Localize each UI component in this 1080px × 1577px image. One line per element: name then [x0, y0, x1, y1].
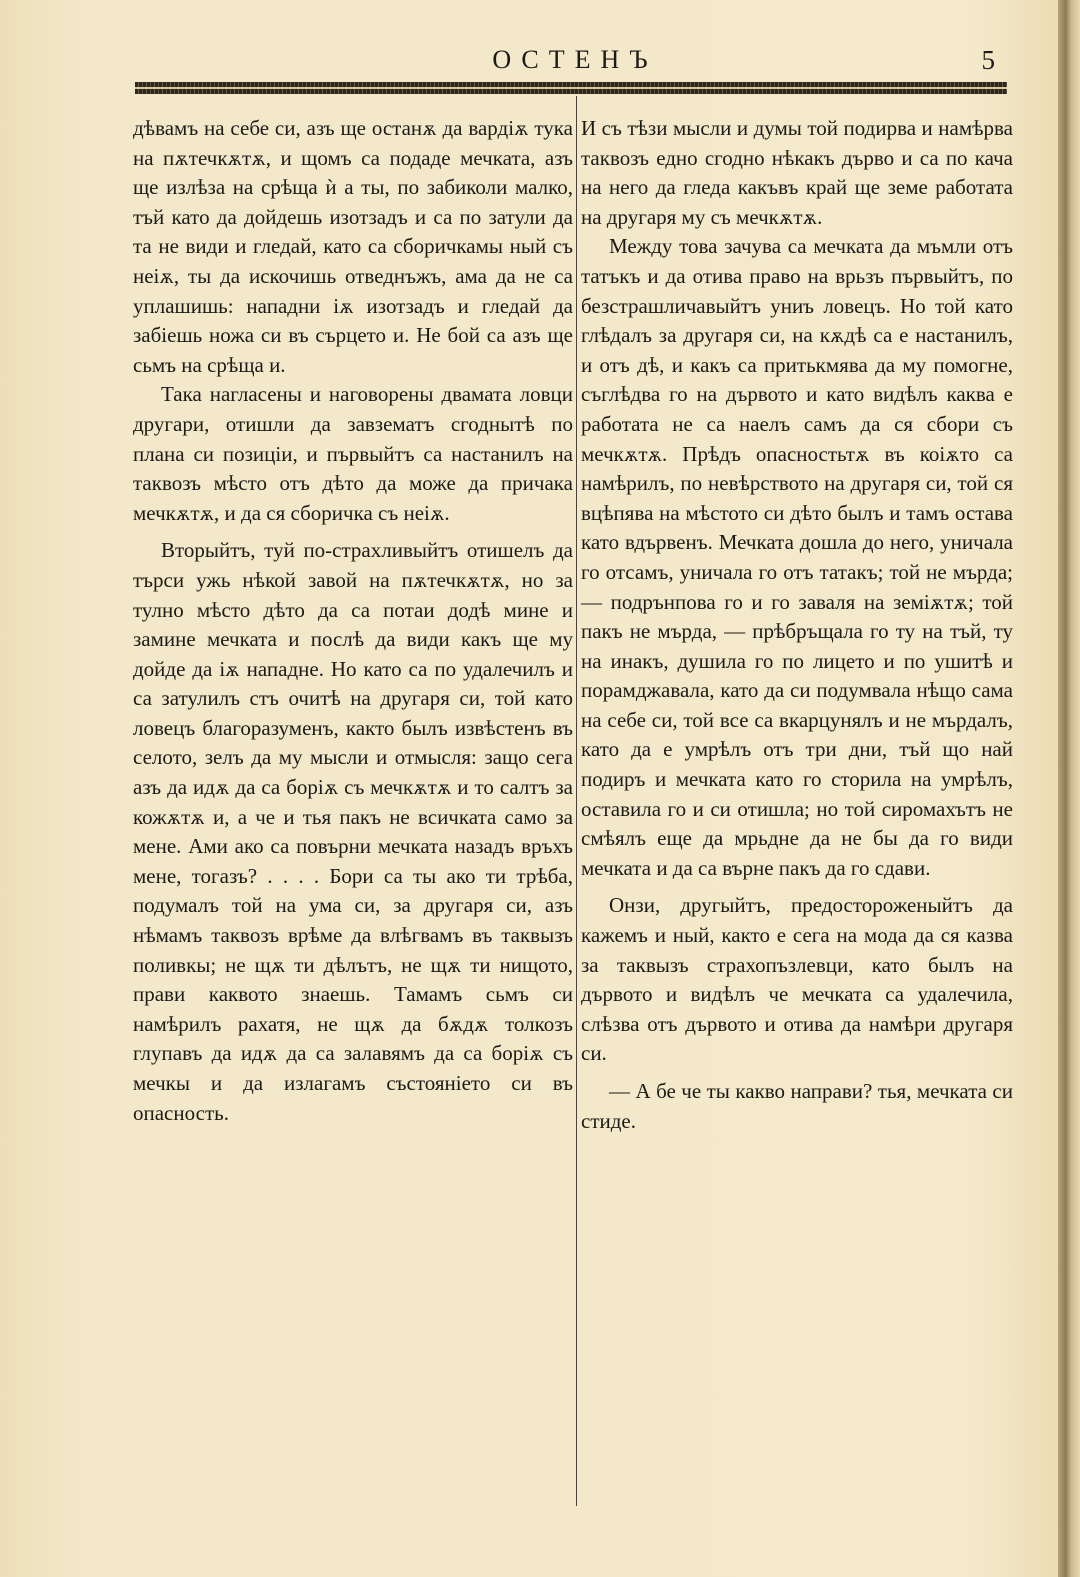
- page-number: 5: [981, 45, 995, 75]
- paragraph: Вторыйтъ, туй по-страхливыйтъ отишелъ да търси ужь нѣкой завой на пѫтечкѫтѫ, но за тулно мѣсто дѣто да са потаи додѣ мине и замине мечката и послѣ да види какъ ще му дойде да іѫ нападне. Но като са по удалечилъ и са затулилъ стъ очитѣ на другаря си, той като ловецъ благоразуменъ, както былъ извѣстенъ въ селото, зелъ да му мысли и отмысля: защо сега азъ да идѫ да са боріѫ съ мечкѫтѫ и то салтъ за кожѫтѫ и, а че и тья пакъ не всичката само за мене. Ами ако са повърни мечката назадъ връхъ мене, тогазъ? . . . . Бори са ты ако ти трѣба, подумалъ той на ума си, за другаря си, азъ нѣмамъ таквозъ врѣме да влѣгвамъ въ таквызъ поливкы; не щѫ ти дѣлътъ, не щѫ ти нищото, прави каквото знаешь. Тамамъ сьмъ си намѣрилъ рахатя, не щѫ да бѫдѫ толкозъ глупавъ да идѫ да са залавямъ да са боріѫ съ мечкы и да излагамъ състояніето си въ опасность.: [133, 538, 573, 1125]
- page-header: [135, 44, 1015, 84]
- masthead-title: ОСТЕНЪ: [492, 45, 658, 74]
- header-rule: [135, 82, 1007, 94]
- paragraph: дѣвамъ на себе си, азъ ще останѫ да вардіѫ тука на пѫтечкѫтѫ, и щомъ са подаде мечката, азъ ще излѣза на срѣща ѝ а ты, по забиколи малко, тъй като да дойдешь изотзадъ и са по затули да та не види и гледай, като са сборичкамы ный съ неіѫ, ты да искочишь отведнъжъ, ама да не са уплашишь: нападни іѫ изотзадъ и гледай да забіешь ножа си въ сърцето и. Не бой са азъ ще сьмъ на срѣща и.: [133, 116, 573, 377]
- page-spine: [1058, 0, 1080, 1577]
- paragraph: Онзи, другыйтъ, предостороженыйтъ да кажемъ и ный, както е сега на мода да ся казва за таквызъ страхопъзлевци, като былъ на дървото и видѣлъ че мечката са удалечила, слѣзва отъ дървото и отива да намѣри другаря си.: [581, 893, 1013, 1066]
- column-divider: [576, 96, 577, 1506]
- paragraph: — А бе че ты какво направи? тья, мечката си стиде.: [581, 1079, 1013, 1133]
- right-column: [581, 114, 1013, 1136]
- paragraph: Между това зачува са мечката да мъмли отъ татъкъ и да отива право на врьзъ първыйтъ, по безстрашличавыйтъ униъ ловецъ. Но той като глѣдалъ за другаря си, на кѫдѣ са е настанилъ, и отъ дѣ, и какъ са притькмява да му помогне, съглѣдва го на дървото и като видѣлъ каква е работата не са наелъ самъ да ся сбори съ мечкѫтѫ. Прѣдъ опасностьтѫ въ коіѫто са намѣрилъ, по невѣрството на другаря си, той ся вцѣпява на мѣстото си дѣто былъ и тамъ остава като вдървенъ. Мечката дошла до него, уничала го отсамъ, уничала го отъ татакъ; той не мърда; — подрънпова го и го заваля на земіѫтѫ; той пакъ не мърда, — прѣбръщала го ту на тъй, ту на инакъ, душила го по лицето и по ушитѣ и порамджавала, като да си подумвала нѣщо сама на себе си, той все са вкарцунялъ и не мърдалъ, като да е умрѣлъ отъ три дни, тъй що най подиръ и мечката като го сторила на умрѣлъ, оставила го и си отишла; но той сиромахътъ не смѣялъ еще да мрьдне да не бы да го види мечката и да са върне пакъ да го сдави.: [581, 234, 1013, 880]
- left-column: [133, 114, 573, 1128]
- paragraph: Така нагласены и наговорены двамата ловци другари, отишли да завзематъ сгоднытѣ по плана си позиціи, и първыйтъ са настанилъ на таквозъ мѣсто отъ дѣто да може да причака мечкѫтѫ, и да ся сборичка съ неіѫ.: [133, 382, 573, 525]
- paragraph: И съ тѣзи мысли и думы той подирва и намѣрва таквозъ едно сгодно нѣкакъ дърво и са по кача на него да гледа какъвъ край ще земе работата на другаря му съ мечкѫтѫ.: [581, 116, 1013, 229]
